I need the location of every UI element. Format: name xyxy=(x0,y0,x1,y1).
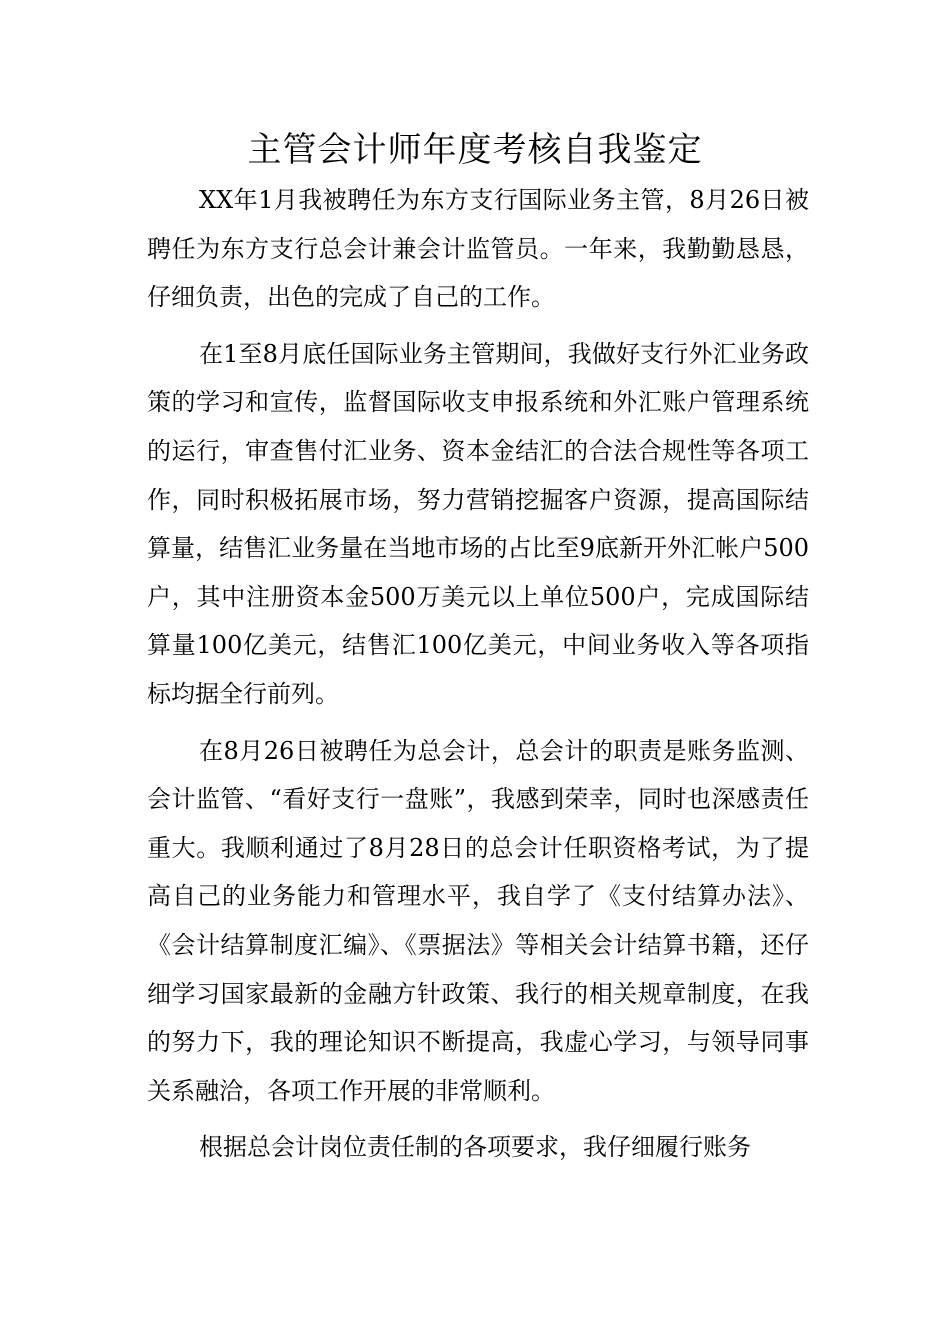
paragraph-3: 在8月26日被聘任为总会计，总会计的职责是账务监测、会计监管、“看好支行一盘账”，我感到荣幸，同时也深感责任重大。我顺利通过了8月28日的总会计任职资格考试，为了提高自己的业务能力和管理水平，我自学了《支付结算办法》、《会计结算制度汇编》、《票据法》等相关会计结算书籍，还仔细学习国家最新的金融方针政策、我行的相关规章制度，在我的努力下，我的理论知识不断提高，我虚心学习，与领导同事关系融洽，各项工作开展的非常顺利。 xyxy=(147,736,809,1105)
document-body xyxy=(147,176,809,1180)
paragraph-1: XX年1月我被聘任为东方支行国际业务主管，8月26日被聘任为东方支行总会计兼会计监管员。一年来，我勤勤恳恳，仔细负责，出色的完成了自己的工作。 xyxy=(147,186,809,312)
paragraph-2: 在1至8月底任国际业务主管期间，我做好支行外汇业务政策的学习和宣传，监督国际收支申报系统和外汇账户管理系统的运行，审查售付汇业务、资本金结汇的合法合规性等各项工作，同时积极拓展市场，努力营销挖掘客户资源，提高国际结算量，结售汇业务量在当地市场的占比至9底新开外汇帐户500户，其中注册资本金500万美元以上单位500户，完成国际结算量100亿美元，结售汇100亿美元，中间业务收入等各项指标均据全行前列。 xyxy=(147,339,809,708)
document-title: 主管会计师年度考核自我鉴定 xyxy=(247,130,703,170)
paragraph-4: 根据总会计岗位责任制的各项要求，我仔细履行账务 xyxy=(199,1133,751,1162)
